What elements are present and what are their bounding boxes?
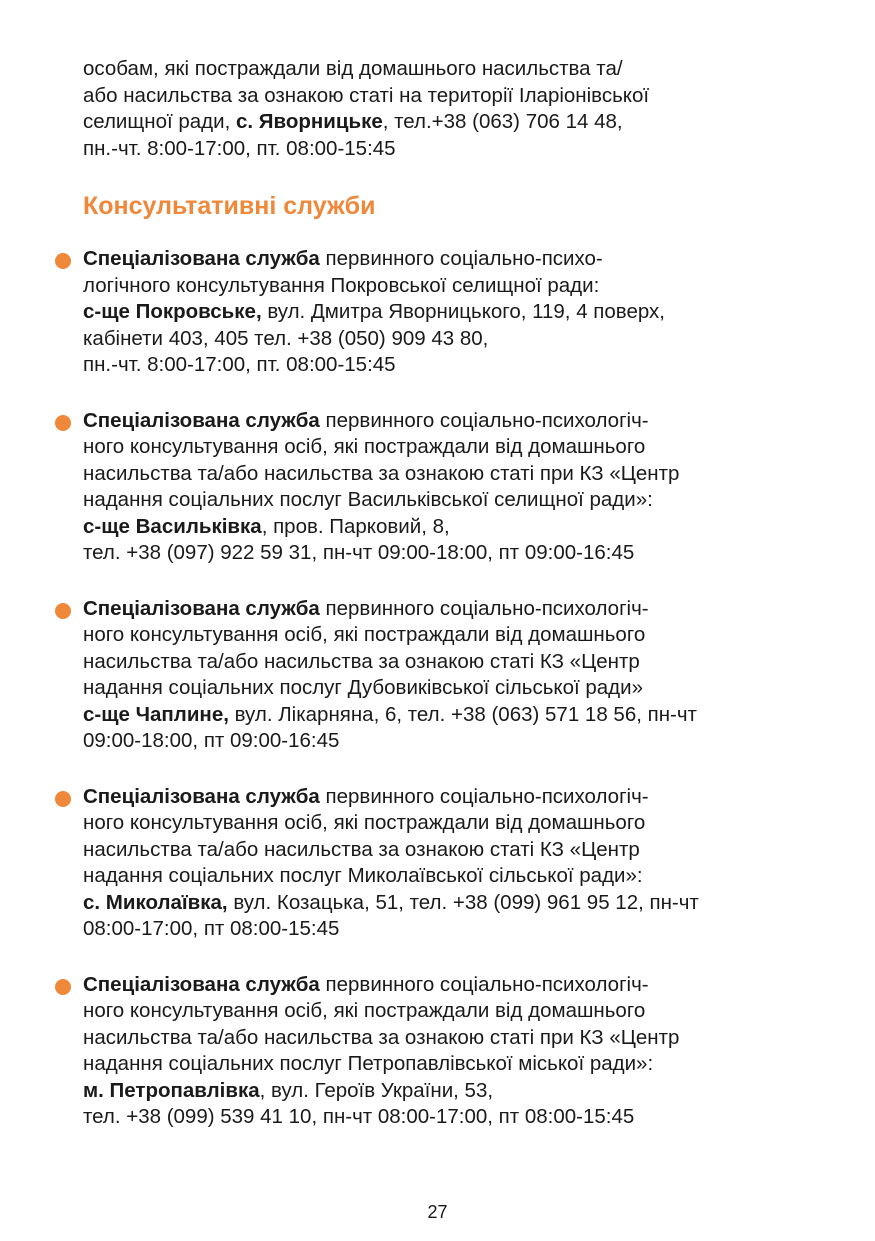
entry-text: первинного соціально-психологіч-: [319, 408, 649, 432]
entry-line: [83, 784, 823, 811]
service-entry: [83, 596, 823, 755]
entry-line: логічного консультування Покровської селищної ради:: [83, 273, 600, 297]
service-entry: [83, 784, 823, 943]
entry-line: 09:00-18:00, пт 09:00-16:45: [83, 729, 340, 752]
entry-text: первинного соціально-психологіч-: [319, 972, 649, 996]
entry-line: [83, 890, 823, 917]
bullet-icon: [55, 603, 71, 619]
intro-line: пн.-чт. 8:00-17:00, пт. 08:00-15:45: [83, 136, 396, 160]
entry-line: [83, 596, 823, 623]
entry-line: тел. +38 (099) 539 41 10, пн-чт 08:00-17:00, пт 08:00-15:45: [83, 1105, 635, 1128]
service-entry: [83, 972, 823, 1131]
entry-text: вул. Лікарняна, 6, тел. +38 (063) 571 18 56, пн-чт: [228, 702, 697, 726]
entry-line: кабінети 403, 405 тел. +38 (050) 909 43 80,: [83, 326, 489, 350]
entry-place: с-ще Чаплине,: [83, 702, 229, 726]
entry-title: Спеціалізована служба: [83, 784, 320, 808]
bullet-icon: [55, 791, 71, 807]
bullet-icon: [55, 415, 71, 431]
entry-text: первинного соціально-психо-: [319, 247, 603, 270]
entry-text: вул. Дмитра Яворницького, 119, 4 поверх,: [261, 300, 665, 323]
entry-line: [83, 514, 823, 541]
entry-place: с-ще Покровське,: [83, 300, 262, 323]
entry-line: надання соціальних послуг Васильківської селищної ради»:: [83, 488, 653, 511]
entry-line: [83, 702, 823, 729]
document-page: [83, 56, 823, 1160]
entry-line: надання соціальних послуг Дубовиківської сільської ради»: [83, 676, 643, 699]
entry-line: [83, 246, 823, 273]
bullet-icon: [55, 253, 71, 269]
entry-line: ного консультування осіб, які постраждали від домашнього: [83, 999, 646, 1022]
entry-title: Спеціалізована служба: [83, 408, 320, 432]
intro-line: особам, які постраждали від домашнього насильства та/: [83, 57, 623, 80]
entry-place: м. Петропавлівка: [83, 1078, 260, 1102]
entry-title: Спеціалізована служба: [83, 596, 320, 620]
intro-text: , тел.+38 (063) 706 14 48,: [382, 110, 623, 133]
entry-text: , вул. Героїв України, 53,: [259, 1078, 494, 1102]
entry-line: ного консультування осіб, які постраждали від домашнього: [83, 623, 646, 646]
entry-line: [83, 408, 823, 435]
service-entry: [83, 408, 823, 567]
entry-line: надання соціальних послуг Миколаївської сільської ради»:: [83, 864, 643, 887]
entry-line: ного консультування осіб, які постраждали від домашнього: [83, 811, 646, 834]
entry-line: тел. +38 (097) 922 59 31, пн-чт 09:00-18:00, пт 09:00-16:45: [83, 541, 635, 564]
entry-line: насильства та/або насильства за ознакою статі при КЗ «Центр: [83, 1025, 680, 1049]
entry-place: с. Миколаївка,: [83, 890, 228, 914]
entry-title: Спеціалізована служба: [83, 247, 320, 270]
entry-title: Спеціалізована служба: [83, 972, 320, 996]
entry-place: с-ще Васильківка: [83, 514, 262, 538]
intro-place: с. Яворницьке: [235, 110, 383, 133]
entry-text: первинного соціально-психологіч-: [319, 784, 649, 808]
intro-line: [83, 109, 823, 136]
page-number: 27: [427, 1202, 448, 1222]
entry-text: вул. Козацька, 51, тел. +38 (099) 961 95 12, пн-чт: [227, 890, 699, 914]
intro-paragraph: [83, 56, 823, 162]
service-entry: [83, 246, 823, 379]
entry-text: , пров. Парковий, 8,: [261, 514, 450, 538]
section-title: Консультативні служби: [83, 192, 376, 220]
entry-line: 08:00-17:00, пт 08:00-15:45: [83, 917, 340, 940]
entry-line: [83, 972, 823, 999]
entry-line: [83, 1078, 823, 1105]
entry-line: насильства та/або насильства за ознакою статі при КЗ «Центр: [83, 461, 680, 485]
entry-line: насильства та/або насильства за ознакою статі КЗ «Центр: [83, 649, 640, 673]
entry-line: ного консультування осіб, які постраждали від домашнього: [83, 435, 646, 458]
intro-line: або насильства за ознакою статі на території Іларіонівської: [83, 83, 650, 107]
entry-line: пн.-чт. 8:00-17:00, пт. 08:00-15:45: [83, 353, 396, 376]
bullet-icon: [55, 979, 71, 995]
entry-line: надання соціальних послуг Петропавлівської міської ради»:: [83, 1052, 654, 1075]
intro-text: селищної ради,: [83, 110, 236, 133]
entry-line: насильства та/або насильства за ознакою статі КЗ «Центр: [83, 837, 640, 861]
entry-line: [83, 299, 823, 326]
entry-text: первинного соціально-психологіч-: [319, 596, 649, 620]
